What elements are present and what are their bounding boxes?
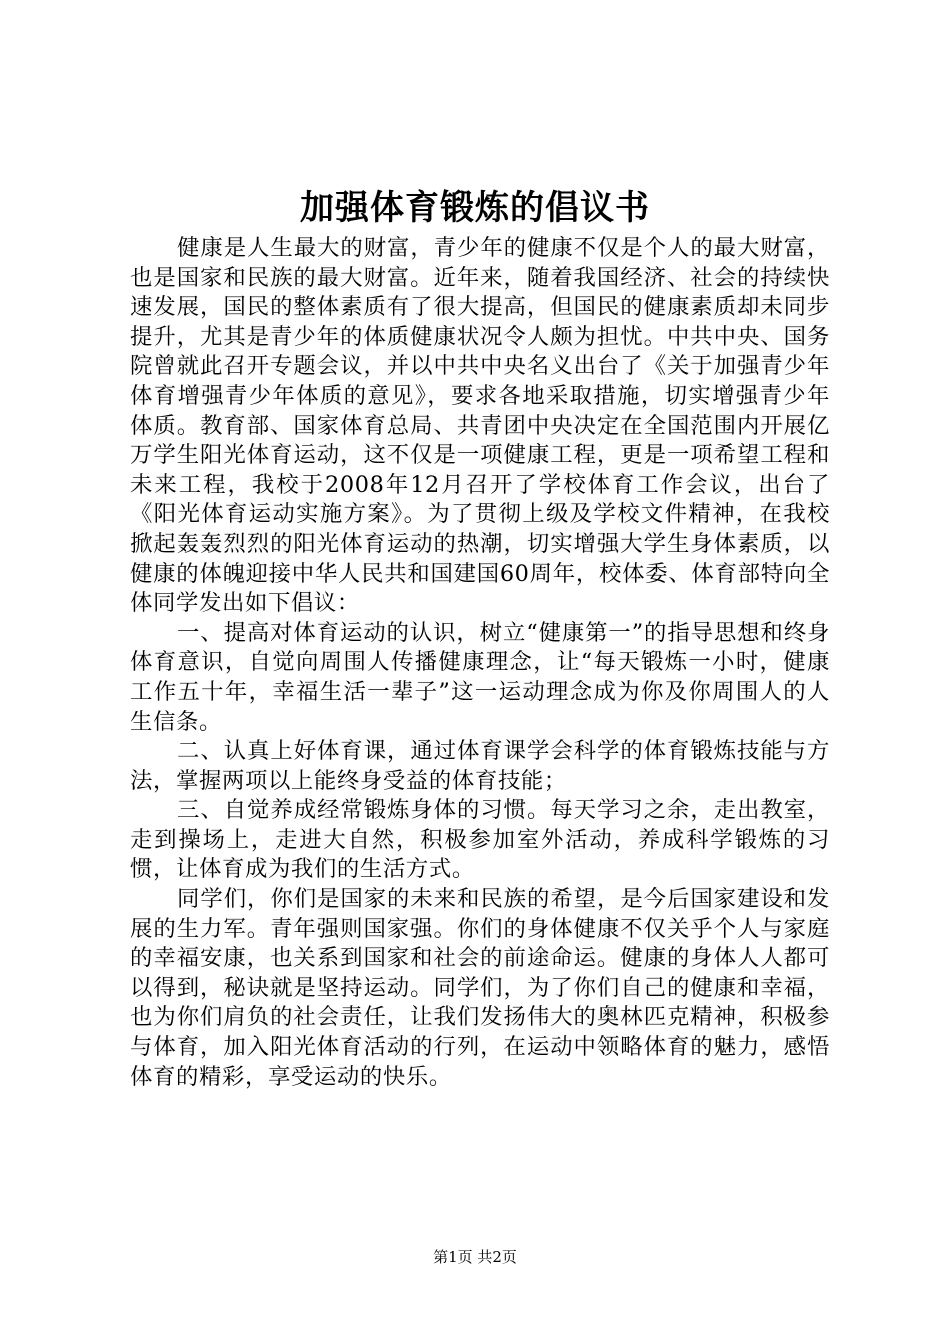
paragraph-proposal-2: 二、认真上好体育课，通过体育课学会科学的体育锻炼技能与方法，掌握两项以上能终身受益的体育技能； xyxy=(130,738,830,794)
page-title: 加强体育锻炼的倡议书 xyxy=(300,188,650,228)
paragraph-closing: 同学们，你们是国家的未来和民族的希望，是今后国家建设和发展的生力军。青年强则国家强。你们的身体健康不仅关乎个人与家庭的幸福安康，也关系到国家和社会的前途命运。健康的身体人人都可以得到，秘诀就是坚持运动。同学们，为了你们自己的健康和幸福，也为你们肩负的社会责任，让我们发扬伟大的奥林匹克精神，积极参与体育，加入阳光体育活动的行列，在运动中领略体育的魅力，感悟体育的精彩，享受运动的快乐。 xyxy=(130,886,830,1090)
paragraph-proposal-1: 一、提高对体育运动的认识，树立“健康第一”的指导思想和终身体育意识，自觉向周围人传播健康理念，让“每天锻炼一小时，健康工作五十年，幸福生活一辈子”这一运动理念成为你及你周围人的人生信条。 xyxy=(130,619,830,735)
page-footer: 第1页 共2页 xyxy=(433,1248,517,1266)
paragraph-intro: 健康是人生最大的财富，青少年的健康不仅是个人的最大财富，也是国家和民族的最大财富。近年来，随着我国经济、社会的持续快速发展，国民的整体素质有了很大提高，但国民的健康素质却未同步提升，尤其是青少年的体质健康状况令人颇为担忧。中共中央、国务院曾就此召开专题会议，并以中共中央名义出台了《关于加强青少年体育增强青少年体质的意见》，要求各地采取措施，切实增强青少年体质。教育部、国家体育总局、共青团中央决定在全国范围内开展亿万学生阳光体育运动，这不仅是一项健康工程，更是一项希望工程和未来工程，我校于2008年12月召开了学校体育工作会议，出台了《阳光体育运动实施方案》。为了贯彻上级及学校文件精神，在我校掀起轰轰烈烈的阳光体育运动的热潮，切实增强大学生身体素质，以健康的体魄迎接中华人民共和国建国60周年，校体委、体育部特向全体同学发出如下倡议： xyxy=(130,235,830,617)
paragraph-proposal-3: 三、自觉养成经常锻炼身体的习惯。每天学习之余，走出教室，走到操场上，走进大自然，积极参加室外活动，养成科学锻炼的习惯，让体育成为我们的生活方式。 xyxy=(130,797,830,883)
document-body xyxy=(130,234,830,1092)
